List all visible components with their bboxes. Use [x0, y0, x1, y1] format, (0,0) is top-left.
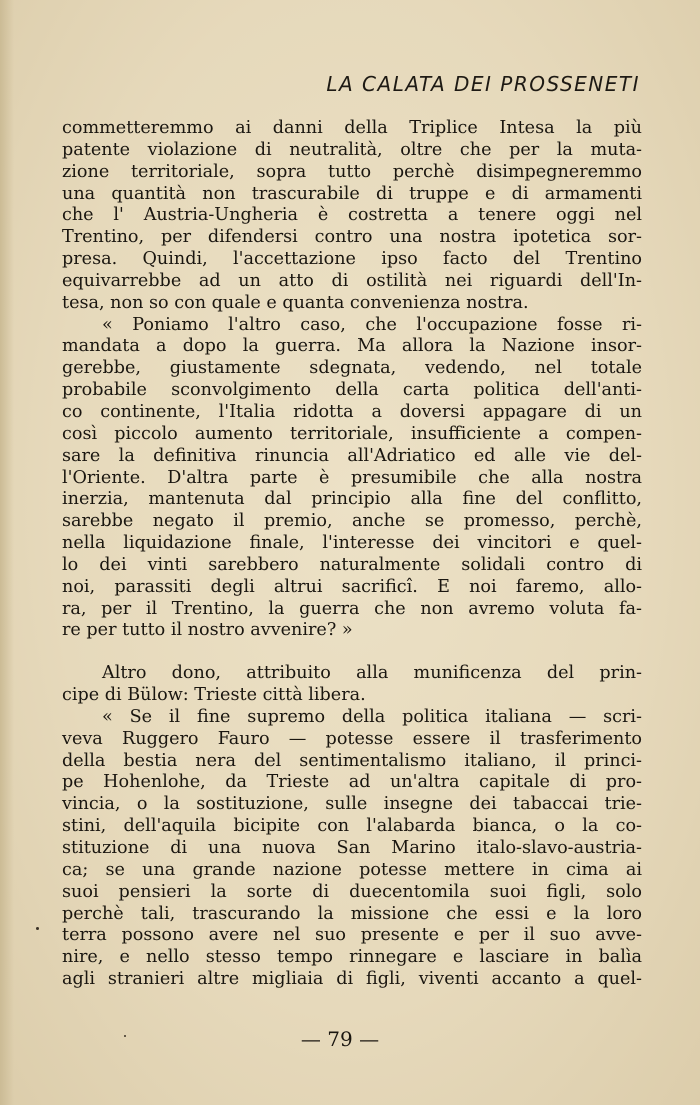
- text-line: perchè tali, trascurando la missione che essi e la loro: [62, 903, 642, 924]
- paragraph-4: [62, 707, 642, 991]
- body-text: [62, 118, 642, 991]
- paragraph-2: [62, 315, 642, 643]
- text-line: Altro dono, attribuito alla munificenza del prin-: [102, 663, 642, 684]
- text-line: così piccolo aumento territoriale, insufficiente a compen-: [62, 423, 642, 444]
- ink-speck: [124, 1035, 126, 1037]
- text-line: nire, e nello stesso tempo rinnegare e lasciare in balìa: [62, 947, 642, 968]
- text-line: « Poniamo l'altro caso, che l'occupazione fosse ri-: [102, 314, 642, 335]
- text-line: sarebbe negato il premio, anche se promesso, perchè,: [62, 511, 642, 532]
- text-line: co continente, l'Italia ridotta a doversi appagare di un: [62, 401, 642, 422]
- text-line: agli stranieri altre migliaia di figli, viventi accanto a quel-: [62, 969, 642, 990]
- text-line: l'Oriente. D'altra parte è presumibile che alla nostra: [62, 467, 642, 488]
- text-line: sare la definitiva rinuncia all'Adriatico ed alle vie del-: [62, 445, 642, 466]
- text-line: equivarrebbe ad un atto di ostilità nei riguardi dell'In-: [62, 270, 642, 291]
- text-line: ca; se una grande nazione potesse mettere in cima ai: [62, 859, 642, 880]
- page-edge-shadow: [0, 0, 14, 1105]
- text-line: mandata a dopo la guerra. Ma allora la Nazione insor-: [62, 336, 642, 357]
- text-line: tesa, non so con quale e quanta convenienza nostra.: [62, 292, 529, 313]
- text-line: Trentino, per difendersi contro una nostra ipotetica sor-: [62, 227, 642, 248]
- paragraph-spacer: [62, 642, 642, 663]
- paragraph-3: [62, 663, 642, 707]
- text-line: zione territoriale, sopra tutto perchè disimpegneremmo: [62, 161, 642, 182]
- text-line: « Se il fine supremo della politica italiana — scri-: [102, 706, 642, 727]
- text-line: pe Hohenlohe, da Trieste ad un'altra capitale di pro-: [62, 772, 642, 793]
- text-line: ra, per il Trentino, la guerra che non avremo voluta fa-: [62, 598, 642, 619]
- text-line: inerzia, mantenuta dal principio alla fine del conflitto,: [62, 489, 642, 510]
- page-number: — 79 —: [300, 1027, 380, 1051]
- text-line: nella liquidazione finale, l'interesse dei vincitori e quel-: [62, 533, 642, 554]
- text-line: terra possono avere nel suo presente e per il suo avve-: [62, 925, 642, 946]
- text-line: vincia, o la sostituzione, sulle insegne dei tabaccai trie-: [62, 794, 642, 815]
- text-line: veva Ruggero Fauro — potesse essere il trasferimento: [62, 728, 642, 749]
- text-line: cipe di Bülow: Trieste città libera.: [62, 685, 366, 706]
- text-line: che l' Austria-Ungheria è costretta a tenere oggi nel: [62, 205, 642, 226]
- text-line: re per tutto il nostro avvenire? »: [62, 620, 353, 641]
- text-line: commetteremmo ai danni della Triplice Intesa la più: [62, 118, 642, 138]
- text-line: gerebbe, giustamente sdegnata, vedendo, nel totale: [62, 358, 642, 379]
- running-title: LA CALATA DEI PROSSENETI: [326, 72, 640, 96]
- text-line: probabile sconvolgimento della carta politica dell'anti-: [62, 380, 642, 401]
- paragraph-1: [62, 118, 642, 315]
- ink-speck: [36, 927, 39, 930]
- text-line: stituzione di una nuova San Marino italo-slavo-austria-: [62, 838, 642, 858]
- text-line: stini, dell'aquila bicipite con l'alabarda bianca, o la co-: [62, 816, 642, 837]
- text-line: presa. Quindi, l'accettazione ipso facto del Trentino: [62, 249, 642, 270]
- text-line: patente violazione di neutralità, oltre che per la muta-: [62, 139, 642, 160]
- text-line: della bestia nera del sentimentalismo italiano, il princi-: [62, 750, 642, 771]
- text-line: lo dei vinti sarebbero naturalmente solidali contro di: [62, 554, 642, 575]
- text-line: noi, parassiti degli altrui sacrificî. E noi faremo, allo-: [62, 576, 642, 597]
- text-line: una quantità non trascurabile di truppe e di armamenti: [62, 183, 642, 204]
- text-line: suoi pensieri la sorte di duecentomila suoi figli, solo: [62, 881, 642, 902]
